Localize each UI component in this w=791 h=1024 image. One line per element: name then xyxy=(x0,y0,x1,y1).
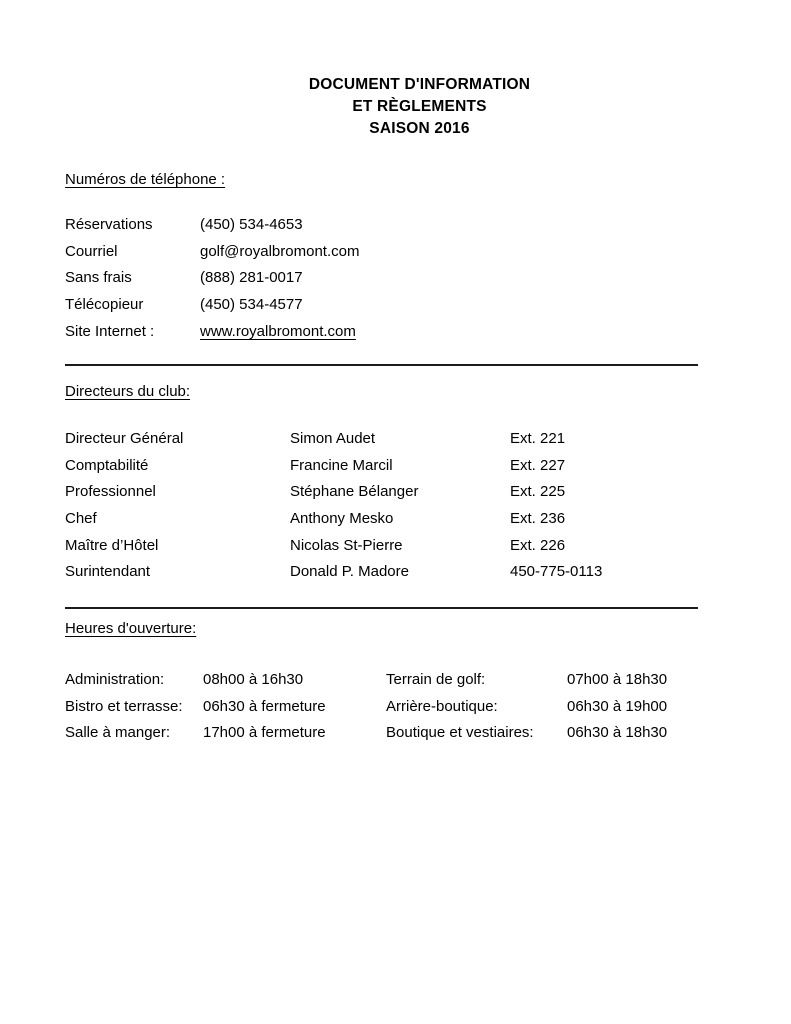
hours-time: 17h00 à fermeture xyxy=(203,724,326,742)
email-value: golf@royalbromont.com xyxy=(200,242,360,260)
phone-row xyxy=(0,216,791,243)
section-divider xyxy=(65,364,698,366)
phone-row xyxy=(0,269,791,296)
phone-list xyxy=(0,216,791,349)
director-row xyxy=(0,457,791,484)
phone-label: Sans frais xyxy=(65,269,132,287)
hours-place: Boutique et vestiaires: xyxy=(386,724,534,742)
director-role: Maître d’Hôtel xyxy=(65,536,159,554)
phone-label: Site Internet : xyxy=(65,322,155,340)
hours-section-heading: Heures d'ouverture: xyxy=(65,620,197,637)
hours-row xyxy=(0,724,791,751)
director-name: Donald P. Madore xyxy=(290,563,409,581)
phone-row xyxy=(0,323,791,350)
hours-row xyxy=(0,671,791,698)
hours-time: 06h30 à 18h30 xyxy=(567,724,668,742)
director-row xyxy=(0,563,791,590)
hours-place: Bistro et terrasse: xyxy=(65,697,183,715)
director-extension: Ext. 226 xyxy=(510,536,566,554)
hours-time: 06h30 à fermeture xyxy=(203,697,326,715)
director-name: Simon Audet xyxy=(290,430,376,447)
director-phone: 450-775-0113 xyxy=(510,563,603,581)
section-divider xyxy=(65,607,698,609)
phone-value: (450) 534-4577 xyxy=(200,296,303,314)
hours-time: 08h00 à 16h30 xyxy=(203,671,304,688)
phone-label: Courriel xyxy=(65,242,118,260)
hours-place: Administration: xyxy=(65,671,165,688)
phone-row xyxy=(0,296,791,323)
phone-value: (450) 534-4653 xyxy=(200,216,303,233)
director-role: Chef xyxy=(65,510,97,528)
director-extension: Ext. 225 xyxy=(510,483,566,501)
director-extension: Ext. 236 xyxy=(510,510,566,528)
phone-label: Réservations xyxy=(65,216,153,233)
hours-place: Salle à manger: xyxy=(65,724,171,742)
title-line-1: DOCUMENT D'INFORMATION xyxy=(308,76,531,93)
director-extension: Ext. 227 xyxy=(510,456,566,474)
hours-list xyxy=(0,671,791,751)
phone-section-heading: Numéros de téléphone : xyxy=(65,171,226,188)
directors-list xyxy=(0,430,791,590)
director-name: Francine Marcil xyxy=(290,456,393,474)
director-row xyxy=(0,483,791,510)
phone-value: (888) 281-0017 xyxy=(200,269,303,287)
director-name: Anthony Mesko xyxy=(290,510,394,528)
director-role: Professionnel xyxy=(65,483,156,501)
hours-place: Arrière-boutique: xyxy=(386,697,498,715)
hours-time: 07h00 à 18h30 xyxy=(567,671,668,688)
director-name: Nicolas St-Pierre xyxy=(290,536,403,554)
director-role: Directeur Général xyxy=(65,430,184,447)
title-line-3: SAISON 2016 xyxy=(369,120,470,137)
director-row xyxy=(0,537,791,564)
phone-label: Télécopieur xyxy=(65,296,144,314)
title-line-2: ET RÈGLEMENTS xyxy=(352,98,487,115)
directors-section-heading: Directeurs du club: xyxy=(65,383,191,400)
director-name: Stéphane Bélanger xyxy=(290,483,419,501)
document-title xyxy=(48,74,791,140)
website-link[interactable]: www.royalbromont.com xyxy=(200,322,356,340)
hours-row xyxy=(0,698,791,725)
director-row xyxy=(0,430,791,457)
director-extension: Ext. 221 xyxy=(510,430,566,447)
director-row xyxy=(0,510,791,537)
director-role: Comptabilité xyxy=(65,456,149,474)
hours-place: Terrain de golf: xyxy=(386,671,486,688)
hours-time: 06h30 à 19h00 xyxy=(567,697,668,715)
phone-row xyxy=(0,243,791,270)
director-role: Surintendant xyxy=(65,563,151,581)
